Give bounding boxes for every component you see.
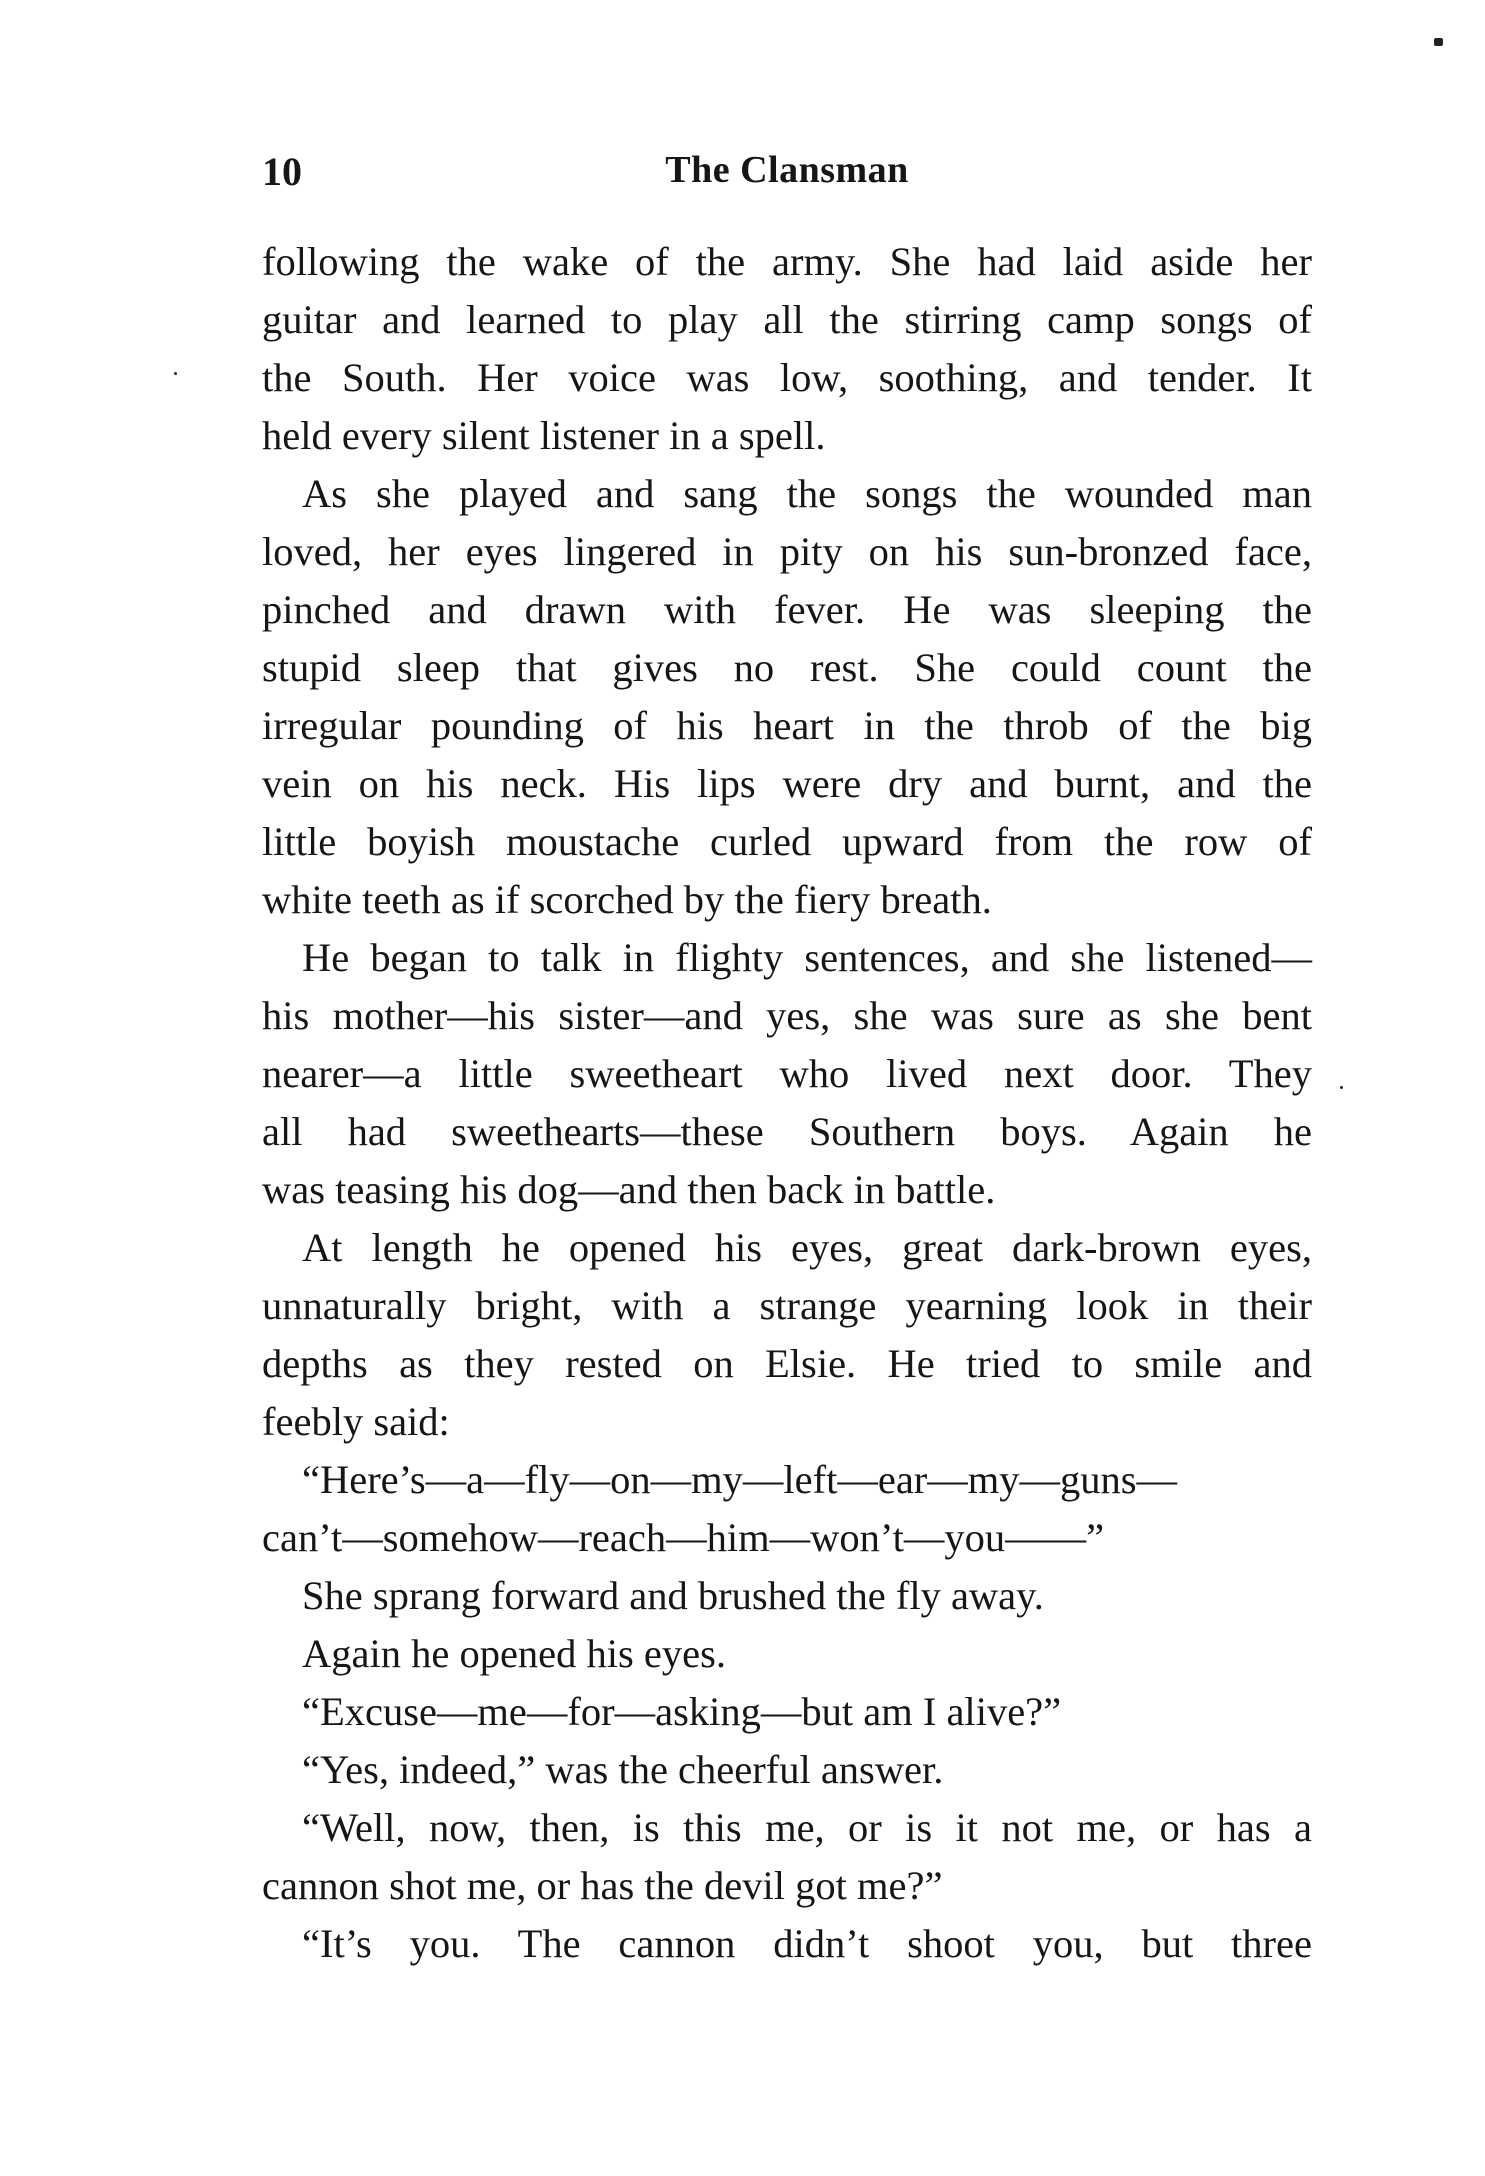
text-line: little boyish moustache curled upward from the row of xyxy=(262,819,1312,864)
text-line: cannon shot me, or has the devil got me?” xyxy=(262,1863,943,1908)
text-line: was teasing his dog—and then back in battle. xyxy=(262,1167,996,1212)
page-number: 10 xyxy=(262,149,302,194)
text-line: unnaturally bright, with a strange yearning look in their xyxy=(262,1283,1312,1328)
text-line: held every silent listener in a spell. xyxy=(262,413,826,458)
text-line: “Well, now, then, is this me, or is it not me, or has a xyxy=(302,1805,1312,1850)
text-line: guitar and learned to play all the stirring camp songs of xyxy=(262,297,1312,342)
text-line: “It’s you. The cannon didn’t shoot you, but three xyxy=(302,1921,1312,1966)
text-line: stupid sleep that gives no rest. She could count the xyxy=(262,645,1312,690)
text-line: “Yes, indeed,” was the cheerful answer. xyxy=(302,1747,944,1792)
text-line: Again he opened his eyes. xyxy=(302,1631,727,1676)
text-line: vein on his neck. His lips were dry and burnt, and the xyxy=(262,761,1312,806)
text-line: He began to talk in flighty sentences, and she listened— xyxy=(302,935,1312,980)
text-line: the South. Her voice was low, soothing, and tender. It xyxy=(262,355,1312,400)
text-line: his mother—his sister—and yes, she was sure as she bent xyxy=(262,993,1312,1038)
text-line: As she played and sang the songs the wounded man xyxy=(302,471,1312,516)
text-line: nearer—a little sweetheart who lived next door. They xyxy=(262,1051,1312,1096)
text-line: following the wake of the army. She had laid aside her xyxy=(262,239,1312,284)
text-line: “Here’s—a—fly—on—my—left—ear—my—guns— xyxy=(302,1457,1178,1502)
text-line: pinched and drawn with fever. He was sleeping the xyxy=(262,587,1312,632)
ink-speck xyxy=(1434,38,1443,46)
text-line: “Excuse—me—for—asking—but am I alive?” xyxy=(302,1689,1062,1734)
text-line: depths as they rested on Elsie. He tried to smile and xyxy=(262,1341,1312,1386)
text-line: irregular pounding of his heart in the throb of the big xyxy=(262,703,1312,748)
text-line: At length he opened his eyes, great dark-brown eyes, xyxy=(302,1225,1312,1270)
text-line: can’t—somehow—reach—him—won’t—you——” xyxy=(262,1515,1105,1560)
ink-speck xyxy=(1340,1086,1343,1089)
ink-speck xyxy=(174,372,177,375)
text-line: loved, her eyes lingered in pity on his sun-bronzed face, xyxy=(262,529,1312,574)
body-text xyxy=(262,233,1312,1973)
text-line: white teeth as if scorched by the fiery breath. xyxy=(262,877,992,922)
text-line: She sprang forward and brushed the fly away. xyxy=(302,1573,1044,1618)
text-line: all had sweethearts—these Southern boys. Again he xyxy=(262,1109,1312,1154)
text-line: feebly said: xyxy=(262,1399,450,1444)
page-header xyxy=(262,148,1312,202)
running-title: The Clansman xyxy=(665,149,909,191)
